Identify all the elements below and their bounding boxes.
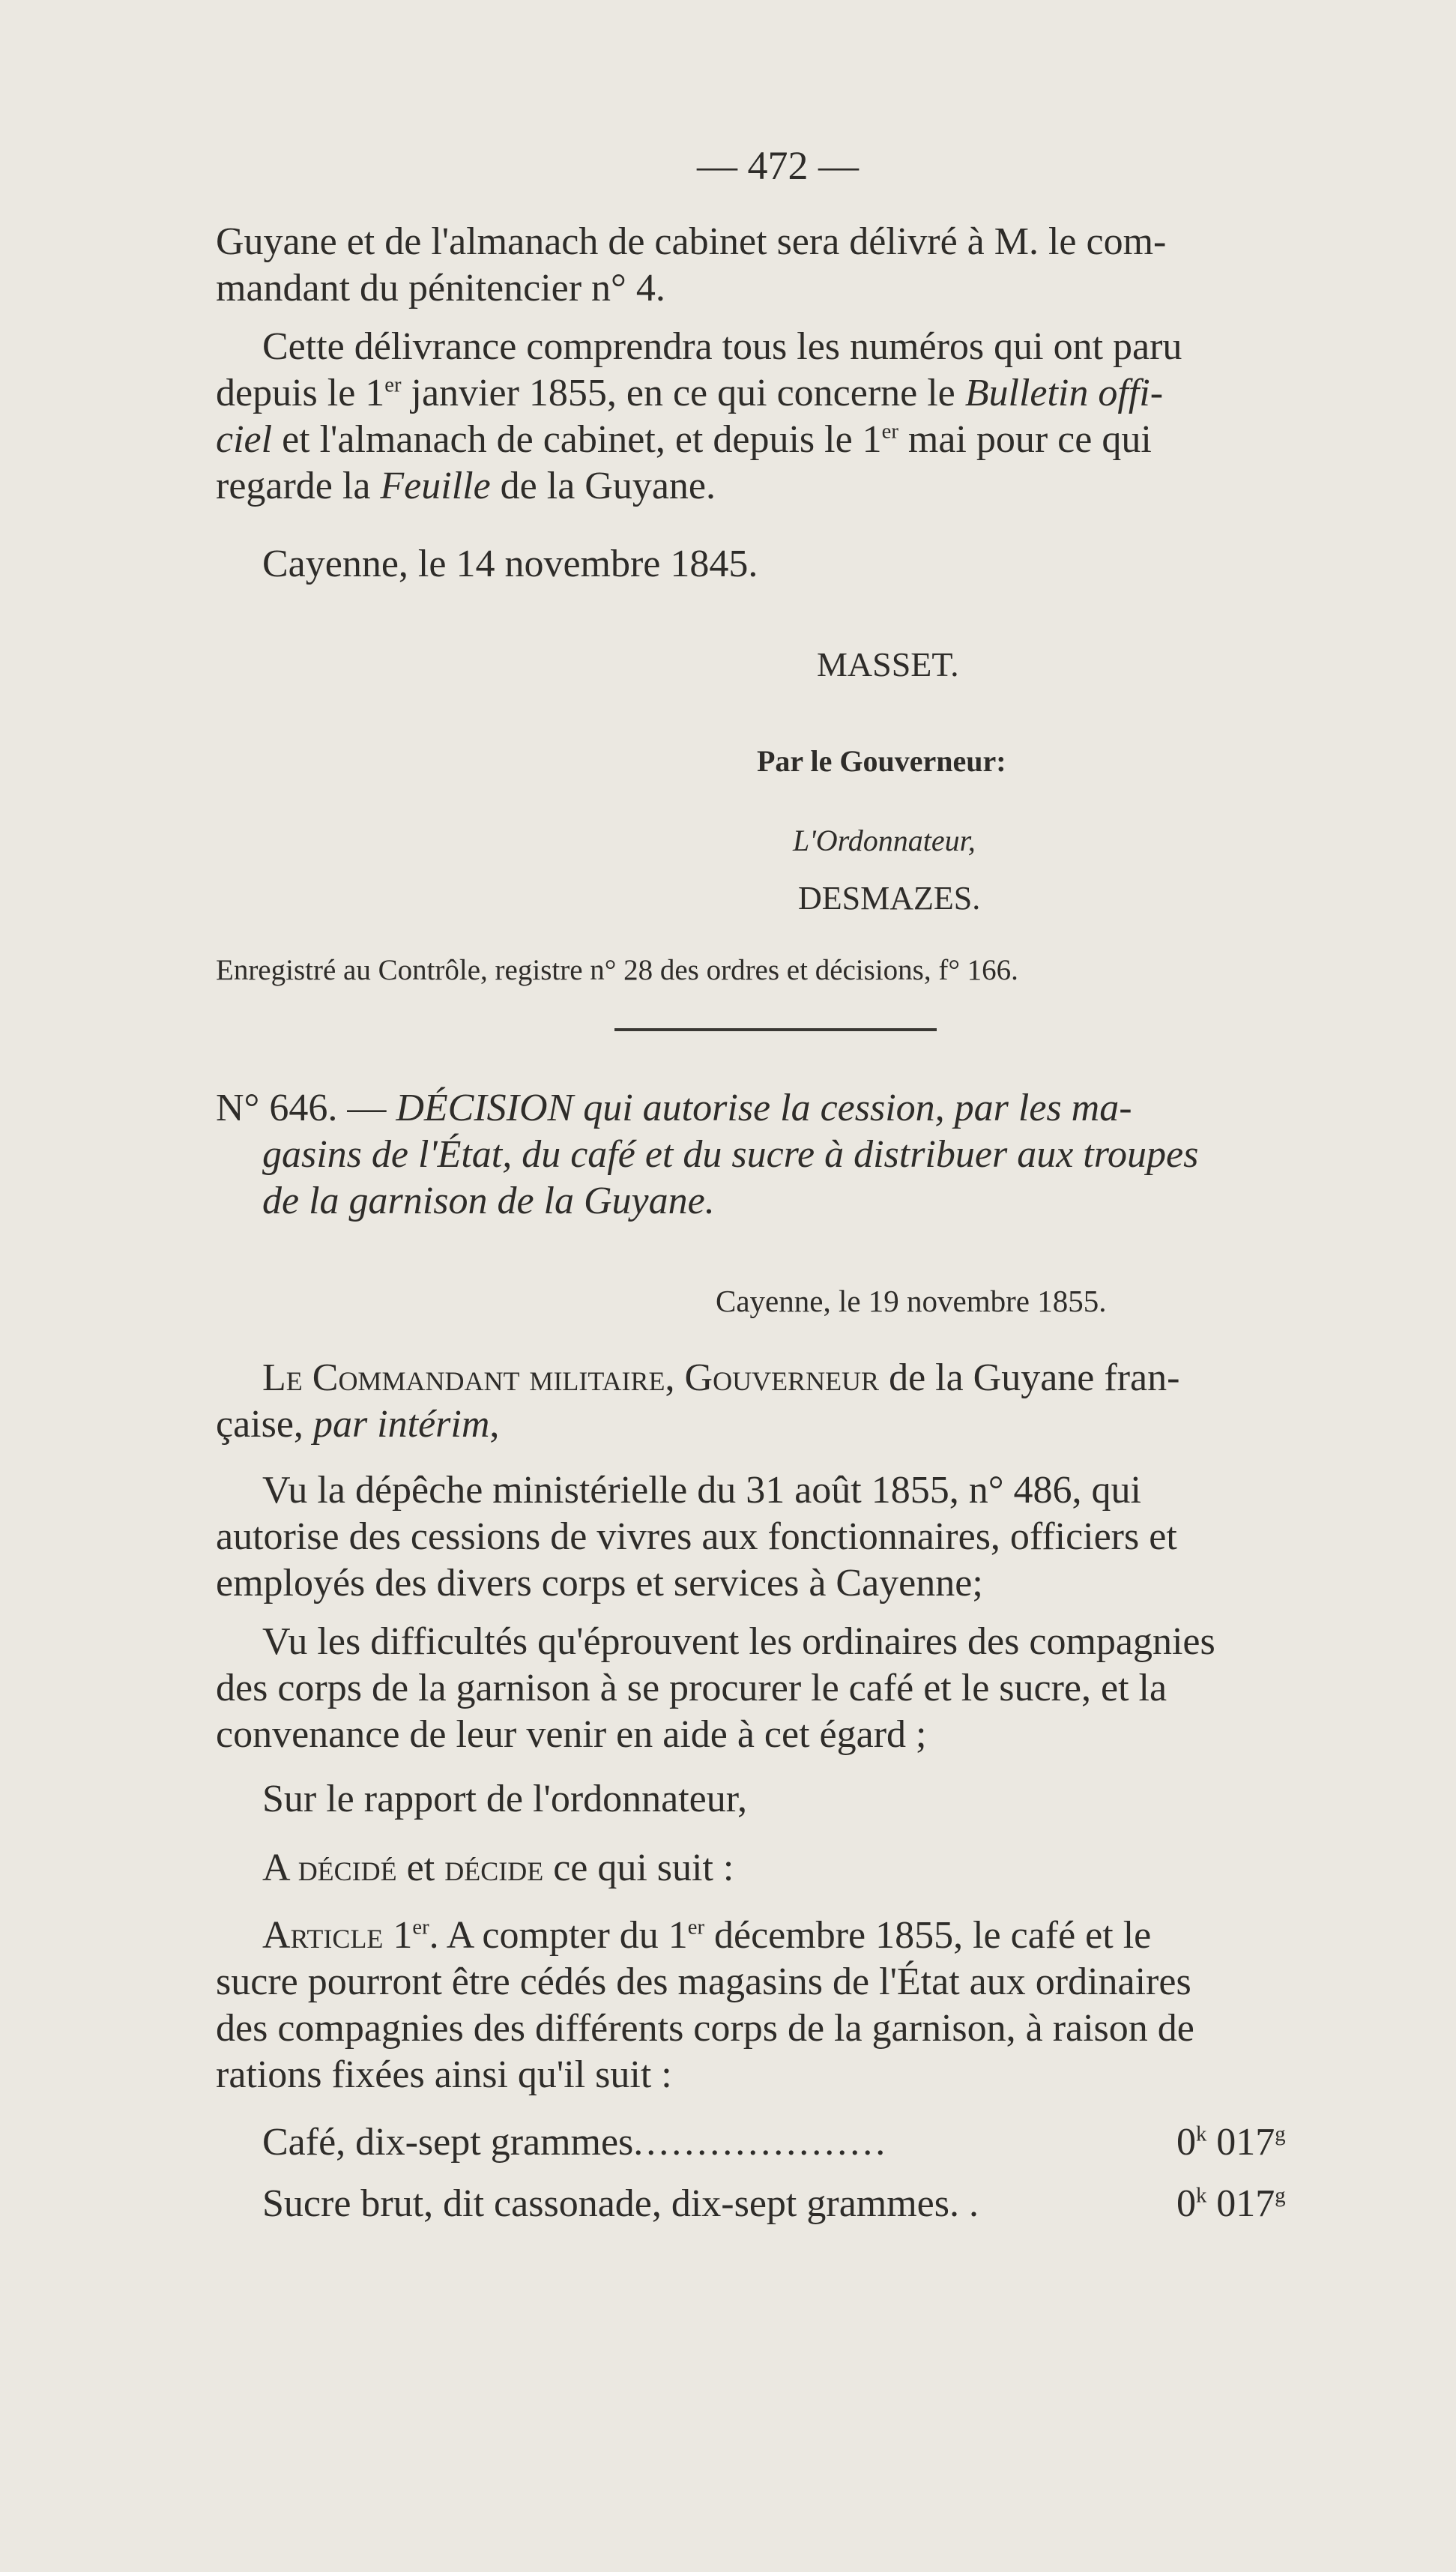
text-line: mandant du pénitencier n° 4. [216, 267, 665, 310]
text-line [216, 1401, 499, 1448]
italic-span: de la garnison de la Guyane. [262, 1180, 715, 1222]
text-line: autorise des cessions de vivres aux fonctionnaires, officiers et [216, 1515, 1177, 1558]
text-line: rations fixées ainsi qu'il suit : [216, 2053, 672, 2096]
text-span: et [396, 1847, 445, 1889]
text-span: janvier 1855, en ce qui concerne le [401, 372, 965, 414]
small-caps-span: Le Commandant militaire [262, 1356, 665, 1399]
date-line: Cayenne, le 19 novembre 1855. [716, 1284, 1107, 1318]
enregistre-line: Enregistré au Contrôle, registre n° 28 des ordres et décisions, f° 166. [216, 954, 1018, 986]
article-label: Article 1 [262, 1914, 413, 1957]
value-span: 0 [1176, 2182, 1196, 2225]
text-line [216, 417, 1152, 463]
text-line: sucre pourront être cédés des magasins de l'État aux ordinaires [216, 1960, 1191, 2003]
value-span: 017 [1206, 2121, 1275, 2164]
decision-title-line [262, 1132, 1198, 1178]
decision-title-line [262, 1178, 715, 1225]
ration-row-sucre: Sucre brut, dit cassonade, dix-sept grammes. . [262, 2182, 979, 2225]
unit-superscript: g [1275, 2122, 1286, 2146]
text-span: décembre 1855, le café et le [704, 1914, 1152, 1957]
text-span: . A compter du 1 [429, 1914, 688, 1957]
text-line: convenance de leur venir en aide à cet égard ; [216, 1713, 927, 1756]
italic-span: par intérim [312, 1403, 490, 1446]
italic-span: Feuille [380, 465, 491, 507]
italic-span: qui autorise la cession, par les ma- [573, 1087, 1132, 1129]
text-line: Vu la dépêche ministérielle du 31 août 1855, n° 486, qui [262, 1469, 1141, 1512]
text-span: çaise, [216, 1403, 313, 1446]
text-line: employés des divers corps et services à Cayenne; [216, 1562, 983, 1605]
superscript: er [384, 373, 402, 397]
italic-span: L'Ordonnateur, [793, 824, 976, 857]
text-line [262, 1913, 1151, 1959]
text-line [216, 463, 716, 510]
superscript: er [412, 1916, 429, 1939]
text-line: des compagnies des différents corps de la garnison, à raison de [216, 2007, 1194, 2050]
unit-superscript: k [1196, 2122, 1207, 2146]
italic-span: ciel [216, 418, 273, 461]
ration-row-cafe [262, 2119, 888, 2166]
italic-span: Bulletin offi- [964, 372, 1164, 414]
small-caps-span: Gouverneur [684, 1356, 880, 1399]
dot-leader: .................... [633, 2121, 889, 2164]
superscript: er [881, 420, 898, 444]
text-line [216, 370, 1163, 417]
text-span: , [665, 1356, 685, 1399]
ration-label: Café, dix-sept grammes [262, 2121, 634, 2164]
text-line: Guyane et de l'almanach de cabinet sera délivré à M. le com- [216, 220, 1167, 263]
section-divider [614, 1028, 937, 1031]
text-span: A [262, 1847, 298, 1889]
text-span: de la Guyane fran- [879, 1356, 1180, 1399]
signature-masset: MASSET. [817, 645, 959, 683]
text-line [262, 1355, 1179, 1401]
page-number: — 472 — [697, 143, 859, 188]
text-span: regarde la [216, 465, 381, 507]
small-caps-span: décide [444, 1847, 544, 1889]
text-line: Cette délivrance comprendra tous les numéros qui ont paru [262, 325, 1182, 368]
signature-desmazes: DESMAZES. [798, 880, 981, 917]
italic-span: gasins de l'État, du café et du sucre à distribuer aux troupes [262, 1133, 1199, 1176]
date-line: Cayenne, le 14 novembre 1845. [262, 543, 758, 585]
text-span: , [489, 1403, 500, 1446]
value-span: 017 [1206, 2182, 1275, 2225]
text-line: des corps de la garnison à se procurer le café et le sucre, et la [216, 1667, 1167, 1709]
text-span: et l'almanach de cabinet, et depuis le 1 [272, 418, 882, 461]
ration-value-sucre [1176, 2181, 1286, 2227]
italic-span: DÉCISION [396, 1087, 574, 1129]
unit-superscript: k [1196, 2184, 1207, 2208]
text-span: de la Guyane. [490, 465, 716, 507]
par-le-gouverneur: Par le Gouverneur: [757, 744, 1006, 778]
ration-value-cafe [1176, 2119, 1286, 2166]
ordonnateur-title [793, 823, 976, 858]
unit-superscript: g [1275, 2184, 1286, 2208]
superscript: er [687, 1916, 704, 1939]
text-line: Sur le rapport de l'ordonnateur, [262, 1778, 747, 1820]
text-line: Vu les difficultés qu'éprouvent les ordinaires des compagnies [262, 1620, 1215, 1663]
value-span: 0 [1176, 2121, 1196, 2164]
text-line [262, 1845, 734, 1892]
text-span: mai pour ce qui [898, 418, 1152, 461]
small-caps-span: décidé [297, 1847, 397, 1889]
decision-number: N° 646. — [216, 1087, 396, 1129]
text-span: ce qui suit : [543, 1847, 734, 1889]
text-span: depuis le 1 [216, 372, 385, 414]
decision-title-line [216, 1085, 1132, 1132]
